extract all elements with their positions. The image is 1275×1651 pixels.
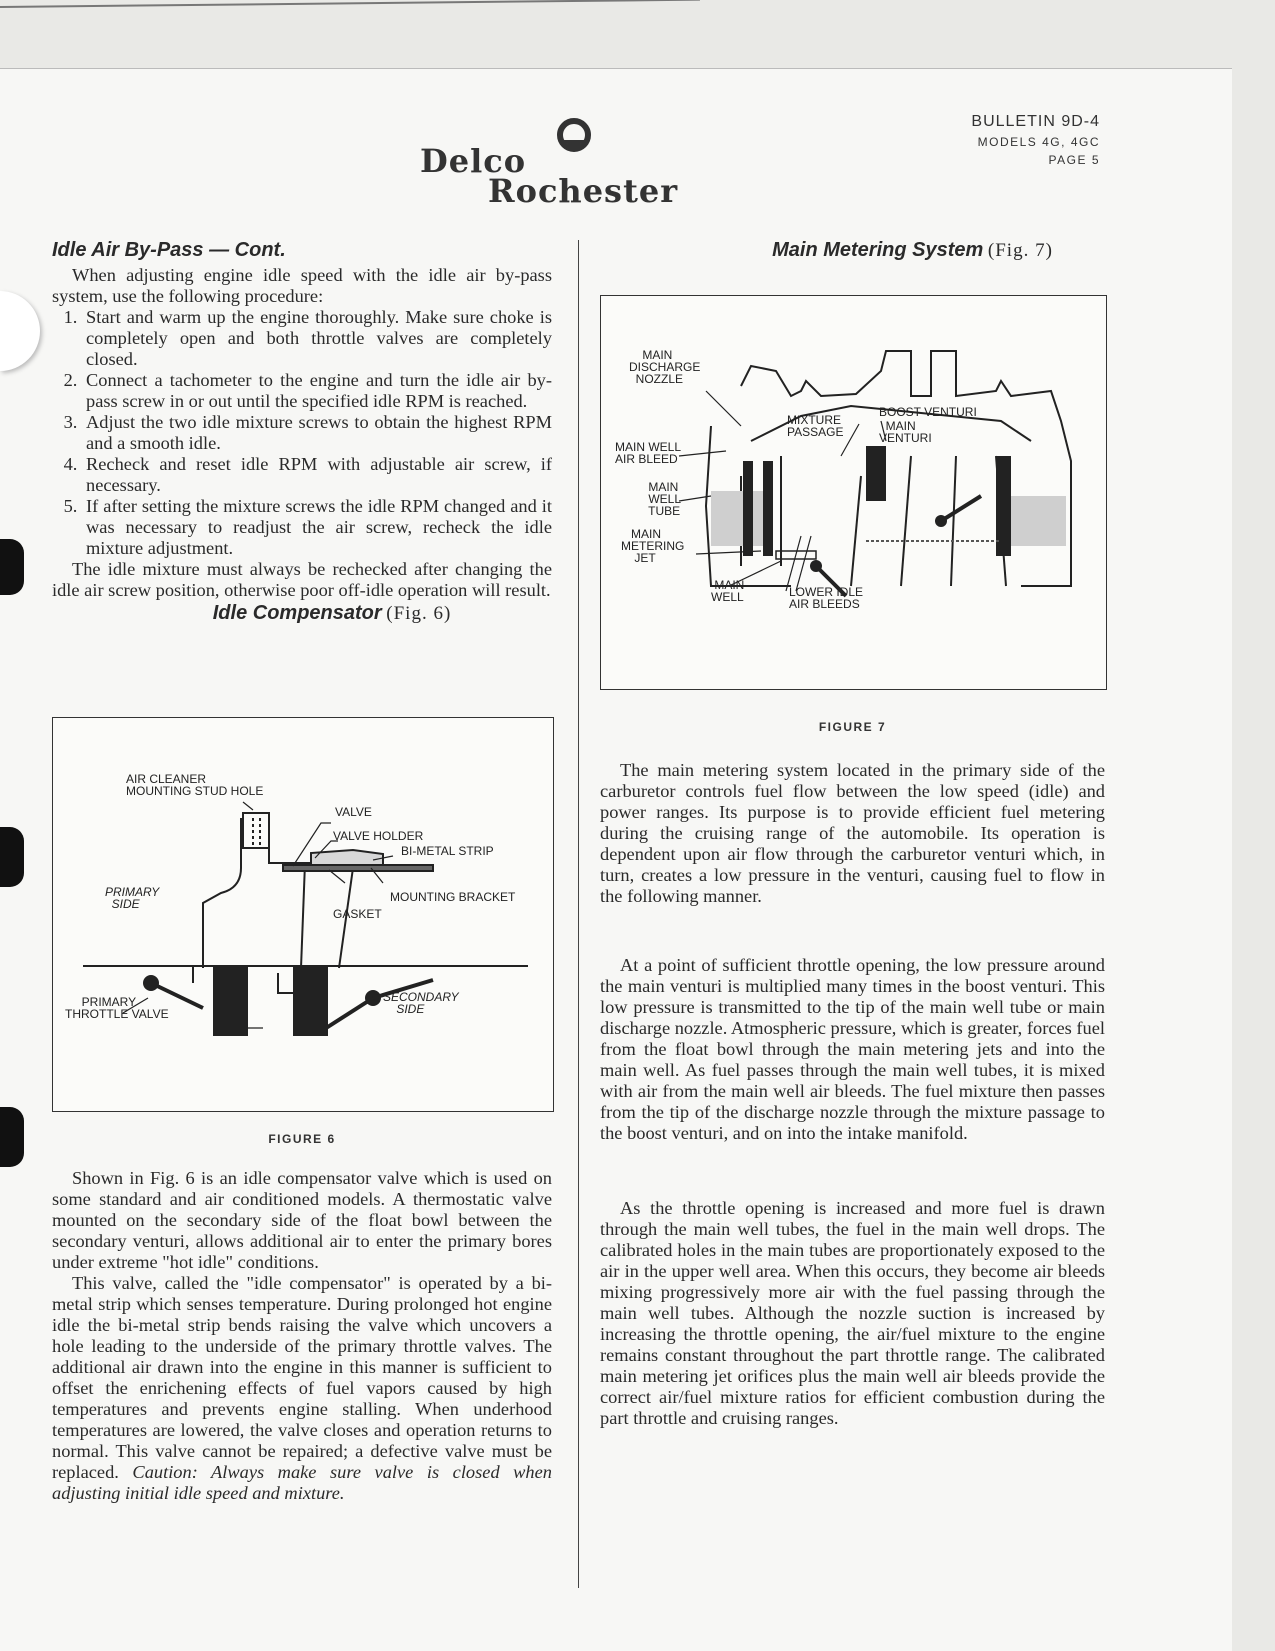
main-metering-paragraph-3: As the throttle opening is increased and more fuel is drawn through the main well tubes, the fuel in the main well drops. The calibrated holes in the main tubes are proportionately exposed to the air in the upper well area. When this occurs, they become air bleeds mixing progressively more air with the fuel passing through the main well tubes. Although the nozzle suction is increased by increasing the throttle opening, the air/fuel mixture to the engine remains constant throughout the part throttle range. The calibrated main metering jet orifices plus the main well air bleeds provide the correct air/fuel mixture ratios for efficient combustion during the part throttle and cruising ranges. bbox=[600, 1198, 1105, 1428]
label-secondary-side: SECONDARY SIDE bbox=[383, 990, 459, 1016]
section-heading-main-metering: Main Metering System bbox=[772, 239, 984, 261]
compensator-heading-line bbox=[52, 603, 552, 624]
binder-hole bbox=[0, 539, 24, 595]
compensator-paragraph-2-text: This valve, called the "idle compensator" is operated by a bi-metal strip which senses temperature. During prolonged hot engine idle the bi-metal strip bends raising the valve which uncovers a hole leading to the underside of the primary throttle valves. The additional air drawn into the engine in this manner is sufficient to offset the enrichening effects of fuel vapors caused by high temperatures and prevents engine stalling. When underhood temperatures are lowered, the valve closes and operation returns to normal. This valve cannot be repaired; a defective valve must be replaced. bbox=[52, 1273, 552, 1482]
caution-note: Caution: Always make sure valve is closed when adjusting initial idle speed and mixture. bbox=[52, 1462, 552, 1503]
label-lower-idle-air-bleeds: LOWER IDLE AIR BLEEDS bbox=[789, 585, 864, 611]
bulletin-info bbox=[971, 113, 1100, 167]
logo-delco: Delco bbox=[420, 142, 527, 180]
main-metering-paragraph-1: The main metering system located in the primary side of the carburetor controls fuel flow between the low speed (idle) and power ranges. Its purpose is to provide efficient fuel metering during the cruising range of the automobile. Its operation is dependent upon air flow through the carburetor venturi which, in turn, creates a low pressure in the venturi, causing fuel to flow in the following manner. bbox=[600, 760, 1105, 906]
figure-reference: (Fig. 6) bbox=[386, 603, 452, 624]
bulletin-models: MODELS 4G, 4GC bbox=[977, 135, 1100, 149]
scan-edge-line bbox=[0, 0, 700, 8]
figure-6-caption: FIGURE 6 bbox=[268, 1132, 336, 1146]
recheck-paragraph: The idle mixture must always be rechecked after changing the idle air screw position, otherwise poor off-idle operation will result. bbox=[52, 559, 552, 600]
binder-hole bbox=[0, 827, 24, 887]
left-column-lower bbox=[52, 1168, 552, 1504]
label-valve-holder: VALVE HOLDER bbox=[333, 829, 424, 843]
figure-reference: (Fig. 7) bbox=[987, 240, 1053, 261]
label-mounting-bracket: MOUNTING BRACKET bbox=[390, 890, 516, 904]
procedure-step: 4. Recheck and reset idle RPM with adjustable air screw, if necessary. bbox=[82, 454, 552, 496]
logo-mark-icon bbox=[557, 118, 591, 152]
compensator-paragraph-2 bbox=[52, 1273, 552, 1504]
logo-rochester: Rochester bbox=[488, 172, 679, 210]
right-column-text bbox=[600, 760, 1105, 1429]
label-air-cleaner: AIR CLEANER MOUNTING STUD HOLE bbox=[126, 772, 264, 798]
label-gasket: GASKET bbox=[333, 907, 382, 921]
section-heading-idle-air: Idle Air By-Pass — Cont. bbox=[52, 239, 286, 261]
label-mixture-passage: MIXTURE PASSAGE bbox=[787, 413, 844, 439]
procedure-list bbox=[52, 307, 552, 559]
page-curl bbox=[0, 291, 40, 371]
label-main-venturi: MAIN VENTURI bbox=[879, 419, 932, 445]
label-primary-side: PRIMARY SIDE bbox=[105, 885, 160, 911]
label-main-well: MAIN WELL bbox=[711, 578, 745, 604]
label-boost-venturi: BOOST VENTURI bbox=[879, 405, 977, 419]
bulletin-number: BULLETIN 9D-4 bbox=[971, 113, 1100, 130]
label-main-metering-jet: MAIN METERING JET bbox=[621, 527, 685, 565]
main-metering-heading-line bbox=[600, 240, 1105, 261]
label-valve: VALVE bbox=[335, 805, 372, 819]
procedure-step: 3. Adjust the two idle mixture screws to obtain the highest RPM and a smooth idle. bbox=[82, 412, 552, 454]
figure-7-caption: FIGURE 7 bbox=[818, 720, 887, 734]
binder-hole bbox=[0, 1107, 24, 1167]
column-divider bbox=[578, 240, 579, 1588]
compensator-paragraph-1: Shown in Fig. 6 is an idle compensator valve which is used on some standard and air conditioned models. A thermostatic valve mounted on the secondary side of the float bowl between the secondary venturi, allows additional air to enter the primary bores under extreme "hot idle" conditions. bbox=[52, 1168, 552, 1272]
main-metering-paragraph-2: At a point of sufficient throttle opening, the low pressure around the main venturi is multiplied many times in the boost venturi. This low pressure is transmitted to the tip of the main well tube or main discharge nozzle. Atmospheric pressure, which is greater, forces fuel from the float bowl through the main metering jets and into the main well. As fuel passes through the main well tubes, it is mixed with air from the main well air bleeds. The fuel mixture then passes from the tip of the discharge nozzle through the mixture passage to the boost venturi, and on into the intake manifold. bbox=[600, 955, 1105, 1143]
section-heading-compensator: Idle Compensator bbox=[212, 602, 382, 624]
figure-7-diagram bbox=[600, 295, 1107, 690]
figure-6-diagram bbox=[52, 717, 554, 1112]
left-column bbox=[52, 240, 552, 624]
label-main-well-tube: MAIN WELL TUBE bbox=[648, 480, 682, 518]
label-primary-throttle: PRIMARY THROTTLE VALVE bbox=[65, 995, 169, 1021]
label-main-well-air-bleed: MAIN WELL AIR BLEED bbox=[615, 440, 682, 466]
procedure-step: 5. If after setting the mixture screws the idle RPM changed and it was necessary to readjust the air screw, recheck the idle mixture adjustment. bbox=[82, 496, 552, 559]
procedure-step: 2. Connect a tachometer to the engine and turn the idle air by-pass screw in or out until the specified idle RPM is reached. bbox=[82, 370, 552, 412]
label-main-discharge-nozzle: MAIN DISCHARGE NOZZLE bbox=[629, 348, 701, 386]
page-number: PAGE 5 bbox=[1048, 153, 1100, 167]
delco-rochester-logo bbox=[420, 118, 750, 208]
label-bimetal-strip: BI-METAL STRIP bbox=[401, 844, 494, 858]
procedure-step: 1. Start and warm up the engine thoroughly. Make sure choke is completely open and both throttle valves are completely closed. bbox=[82, 307, 552, 370]
intro-paragraph: When adjusting engine idle speed with the idle air by-pass system, use the following procedure: bbox=[52, 265, 552, 306]
